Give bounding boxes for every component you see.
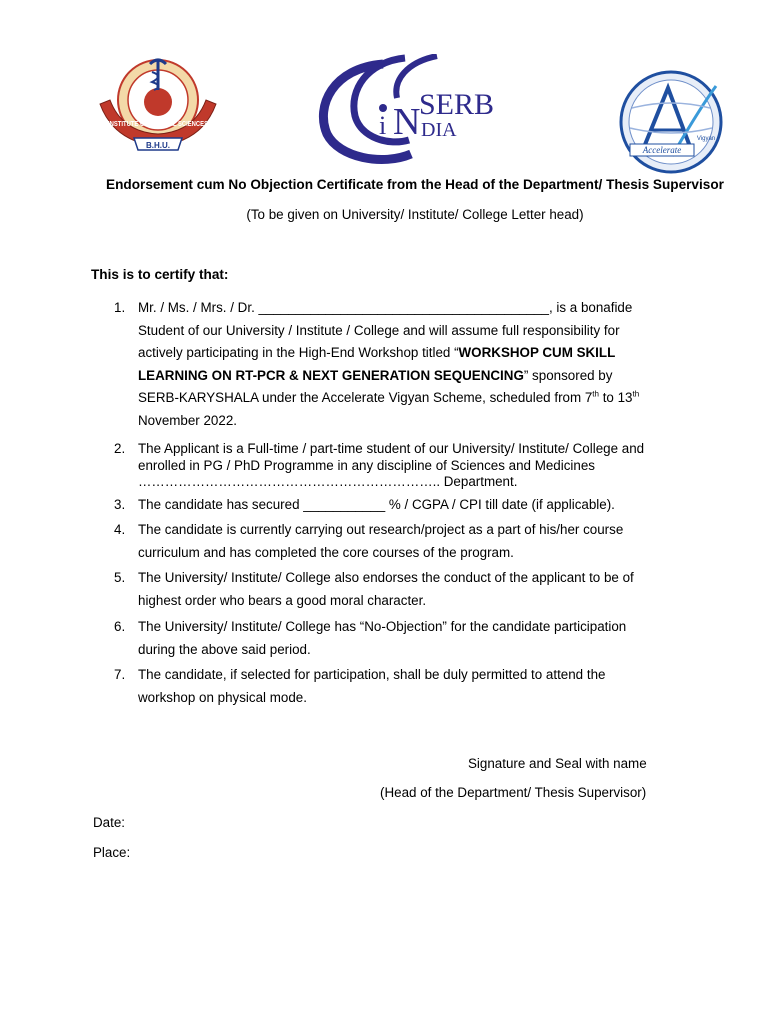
item-1-line-3 [138, 342, 680, 365]
date-label: Date: [93, 815, 126, 830]
item-1-line-4 [138, 365, 680, 388]
list-number: 6. [114, 619, 126, 634]
document-title: Endorsement cum No Objection Certificate from the Head of the Department/ Thesis Supervisor [106, 177, 724, 192]
list-number: 7. [114, 667, 126, 682]
superscript-th: th [632, 389, 640, 399]
place-label: Place: [93, 845, 131, 860]
list-item-3 [114, 494, 680, 517]
superscript-th: th [592, 389, 599, 399]
list-number: 2. [114, 441, 126, 456]
list-number: 5. [114, 570, 126, 585]
serb-word: SERB [419, 88, 495, 121]
item-2-line-3: ………………………………………………………….. Department. [138, 474, 518, 489]
ims-name-text: INSTITUTE OF MEDICAL SCIENCES [108, 121, 209, 128]
list-item-4 [114, 519, 680, 564]
list-item-6 [114, 616, 680, 661]
item-1-line-4-post: ” sponsored by [523, 367, 613, 383]
signature-label: Signature and Seal with name [468, 756, 647, 771]
list-item-7 [114, 664, 680, 709]
item-1-line-1: Mr. / Ms. / Mrs. / Dr. _______________________________________, is a bonafide [138, 300, 633, 315]
certify-heading: This is to certify that: [91, 267, 229, 282]
item-7-line-1: The candidate, if selected for participation, shall be duly permitted to attend the [138, 667, 606, 682]
serb-i-letter: i [379, 111, 387, 140]
list-number: 4. [114, 522, 126, 537]
item-1-line-5-mid: to 13 [598, 390, 633, 406]
item-4-line-2: curriculum and has completed the core courses of the program. [138, 544, 514, 560]
item-1-line-2: Student of our University / Institute / College and will assume full responsibility for [138, 322, 620, 338]
item-1-line-3-pre: actively participating in the High-End Workshop titled “ [138, 345, 459, 361]
item-6-line-1: The University/ Institute/ College has “No-Objection” for the candidate participation [138, 619, 627, 634]
item-1-line-5-pre: SERB-KARYSHALA under the Accelerate Vigyan Scheme, scheduled from 7 [138, 390, 593, 406]
item-5-line-2: highest order who bears a good moral character. [138, 592, 427, 608]
list-number: 3. [114, 497, 126, 512]
item-4-line-1: The candidate is currently carrying out research/project as a part of his/her course [138, 522, 624, 537]
list-item-2 [114, 441, 680, 491]
workshop-title-part-1: WORKSHOP CUM SKILL [458, 345, 616, 361]
item-2-line-1: The Applicant is a Full-time / part-time student of our University/ Institute/ College and [138, 441, 645, 456]
item-1-line-5 [138, 387, 680, 410]
accelerate-vigyan-logo [612, 68, 730, 176]
list-item-1 [114, 297, 680, 433]
item-6-line-2: during the above said period. [138, 641, 311, 657]
vigyan-text: Vigyan [696, 136, 716, 142]
accelerate-text: Accelerate [642, 145, 682, 155]
item-2-line-2: enrolled in PG / PhD Programme in any discipline of Sciences and Medicines [138, 457, 595, 473]
signature-role: (Head of the Department/ Thesis Supervisor) [380, 785, 647, 800]
list-item-5 [114, 567, 680, 612]
ims-bhu-logo [94, 46, 222, 158]
item-5-line-1: The University/ Institute/ College also endorses the conduct of the applicant to be of [138, 570, 634, 585]
list-number: 1. [114, 300, 126, 315]
ims-abbr-text: B.H.U. [146, 141, 170, 150]
document-subtitle: (To be given on University/ Institute/ College Letter head) [246, 207, 584, 222]
item-1-line-6: November 2022. [138, 412, 237, 428]
workshop-title-part-2: LEARNING ON RT-PCR & NEXT GENERATION SEQUENCING [138, 367, 524, 383]
serb-dia-text: DIA [421, 119, 457, 141]
serb-india-logo [313, 54, 525, 166]
item-3-line-1: The candidate has secured ___________ % / CGPA / CPI till date (if applicable). [138, 497, 615, 512]
serb-n-letter: N [393, 101, 421, 143]
item-7-line-2: workshop on physical mode. [138, 689, 307, 705]
